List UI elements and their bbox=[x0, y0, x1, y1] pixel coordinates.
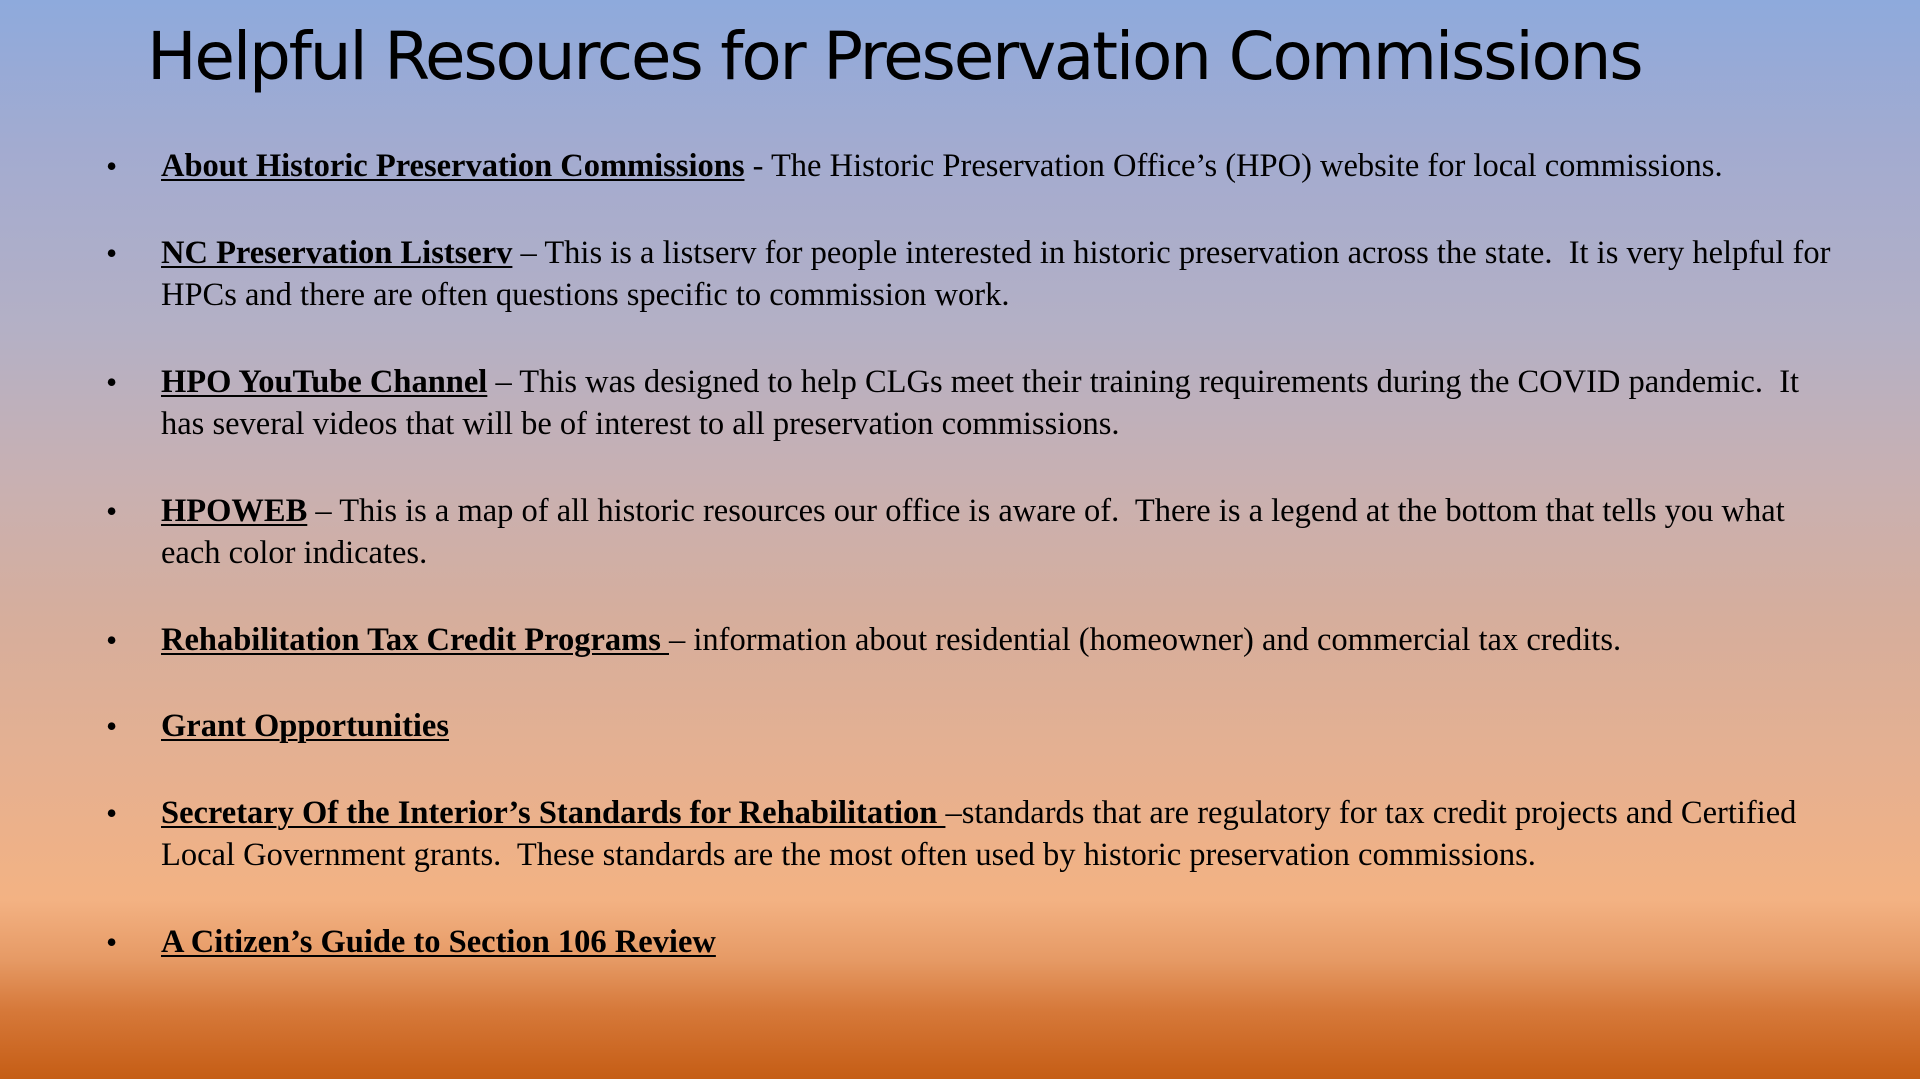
list-item-hpoweb bbox=[0, 490, 1920, 575]
link-hpoweb[interactable]: HPOWEB bbox=[161, 492, 308, 529]
resource-list bbox=[0, 145, 1920, 1007]
bullet-icon: • bbox=[106, 492, 118, 529]
bullet-icon: • bbox=[106, 794, 118, 831]
link-secretary-interior-standards[interactable]: Secretary Of the Interior’s Standards for Rehabilitation bbox=[161, 794, 946, 831]
slide-title: Helpful Resources for Preservation Commissions bbox=[147, 18, 1642, 95]
bullet-icon: • bbox=[106, 234, 118, 271]
item-description: – This is a map of all historic resources our office is aware of. There is a legend at the bottom that tells you what each color indicates. bbox=[161, 492, 1793, 571]
bullet-icon: • bbox=[106, 363, 118, 400]
list-item-standards bbox=[0, 792, 1920, 877]
list-item-section-106 bbox=[0, 921, 1920, 964]
bullet-icon: • bbox=[106, 708, 118, 744]
item-description: – This was designed to help CLGs meet their training requirements during the COVID pandemic. It has several videos that will be of interest to all preservation commissions. bbox=[161, 363, 1808, 442]
list-item-tax-credits bbox=[0, 619, 1920, 662]
item-description: - The Historic Preservation Office’s (HPO) website for local commissions. bbox=[744, 148, 1723, 184]
link-grant-opportunities[interactable]: Grant Opportunities bbox=[161, 708, 450, 744]
link-about-historic-preservation-commissions[interactable]: About Historic Preservation Commissions bbox=[161, 148, 745, 184]
list-item-listserv bbox=[0, 232, 1920, 317]
link-nc-preservation-listserv[interactable]: NC Preservation Listserv bbox=[161, 234, 513, 271]
bullet-icon: • bbox=[106, 621, 118, 658]
item-description: –standards that are regulatory for tax credit projects and Certified Local Government grants. These standards are the most often used by historic preservation commissions. bbox=[161, 794, 1805, 873]
list-item-grants bbox=[0, 705, 1920, 748]
list-item-youtube bbox=[0, 361, 1920, 446]
item-description: – This is a listserv for people interested in historic preservation across the state. It is very helpful for HPCs and there are often questions specific to commission work. bbox=[161, 234, 1839, 313]
link-rehabilitation-tax-credit-programs[interactable]: Rehabilitation Tax Credit Programs bbox=[161, 621, 669, 658]
bullet-icon: • bbox=[106, 923, 118, 960]
link-citizens-guide-section-106[interactable]: A Citizen’s Guide to Section 106 Review bbox=[161, 923, 716, 960]
item-description: – information about residential (homeowner) and commercial tax credits. bbox=[669, 621, 1622, 658]
list-item-about-hpc bbox=[0, 145, 1920, 188]
link-hpo-youtube-channel[interactable]: HPO YouTube Channel bbox=[161, 363, 488, 400]
bullet-icon: • bbox=[106, 148, 118, 184]
